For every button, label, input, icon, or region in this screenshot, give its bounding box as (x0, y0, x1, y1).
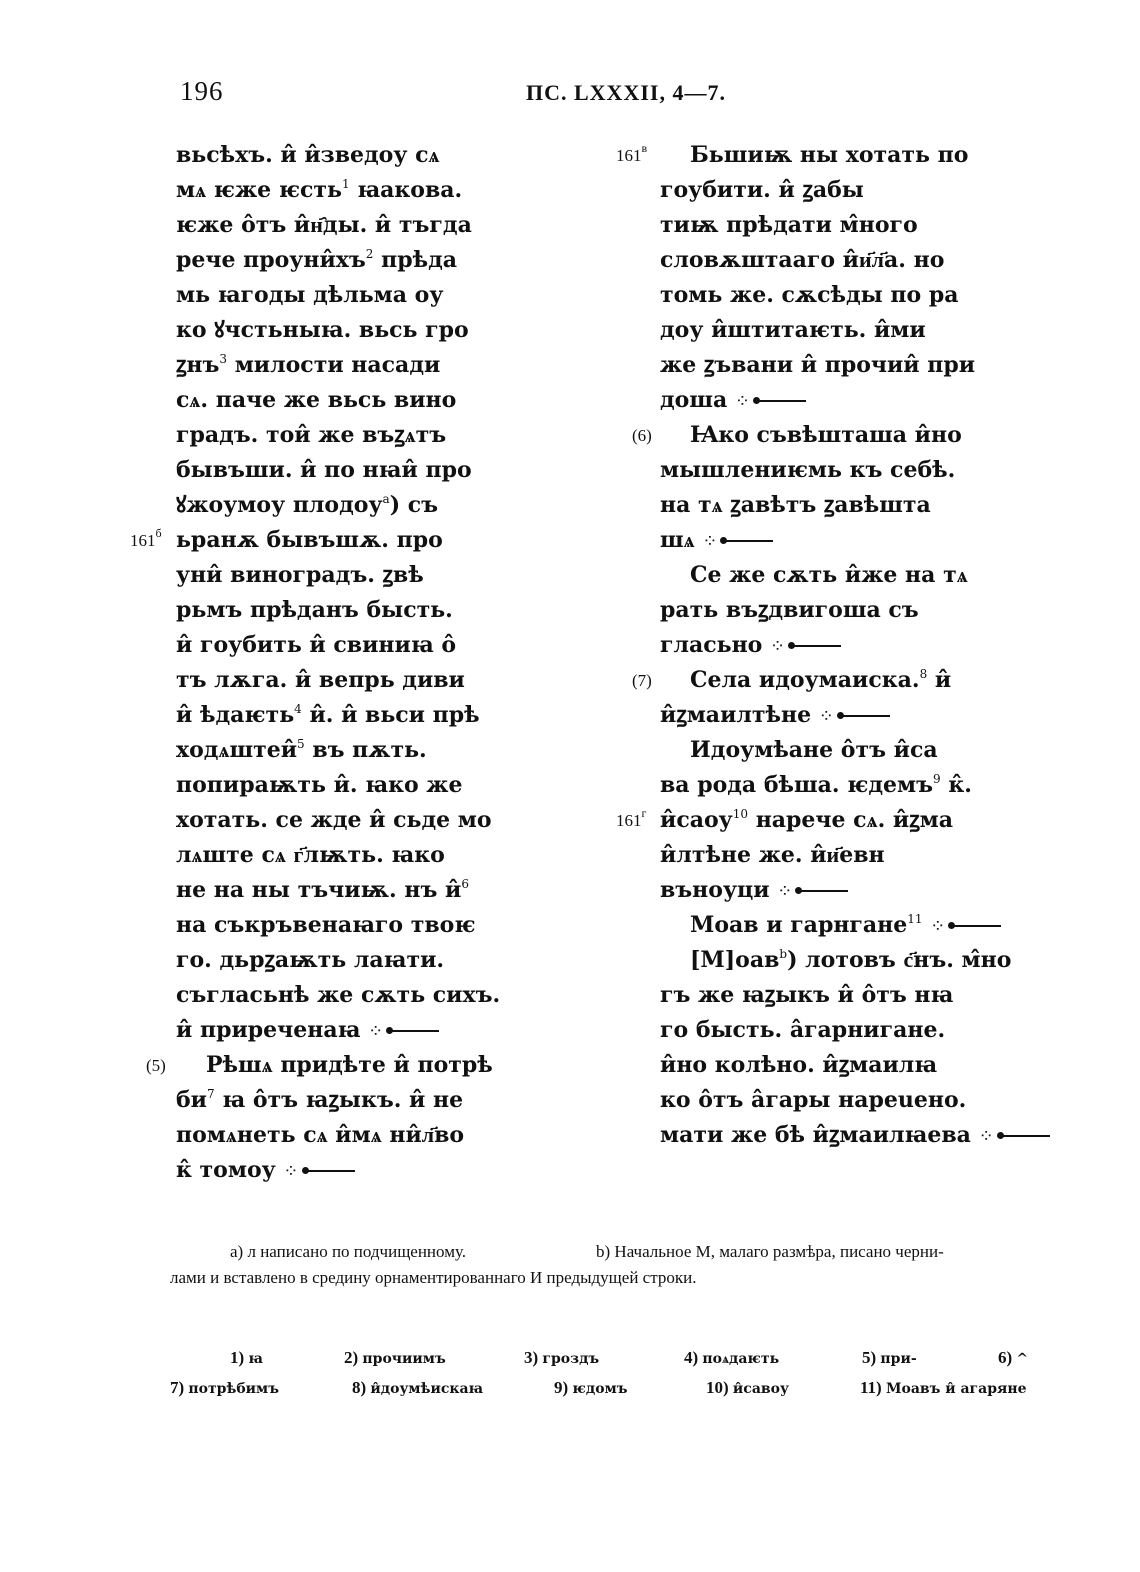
variant-6: 6) ^ (998, 1348, 1029, 1367)
text-line: словѫштааго и̂и҃л҃а. но (660, 247, 945, 273)
text-line: и̂ гоубить и̂ свиниꙗ о̂ (176, 632, 457, 658)
text-line: попираѭть и̂. ꙗко же (176, 772, 463, 798)
variant-9: 9) ѥдомъ (554, 1378, 628, 1397)
text-line: помѧнеть сѧ и̂мѧ ни̂л҃во (176, 1122, 465, 1148)
text-line: тъ лѫга. и̂ вепрь диви (176, 667, 465, 693)
text-line: к̂ томоу ⁘ (176, 1153, 476, 1188)
text-line: на тѧ ꙁавѣтъ ꙁавѣшта (660, 492, 931, 518)
variant-2: 2) прочиимъ (344, 1348, 446, 1367)
right-column (616, 138, 1012, 1153)
running-head: ПС. LXXXII, 4—7. (526, 80, 726, 105)
variant-7: 7) потрѣбимъ (170, 1378, 279, 1397)
text-line: сѧ. паче же вьсь вино (176, 387, 457, 413)
text-line: тиѭ прѣдати м̂ного (660, 212, 918, 238)
footnote-a: a) л написано по подчищенному. (230, 1242, 467, 1261)
text-line: Моав и гарнгане$^{11}$ ⁘ (660, 908, 980, 943)
text-line: и̂но колѣно. и̂ꙁмаилꙗ (660, 1052, 938, 1078)
punct-mark: ⁘ (777, 881, 791, 902)
end-mark (756, 400, 806, 402)
text-line: ва рода бѣша. ѥдемъ$^9$ к̂. (660, 772, 972, 798)
verse-label: (6) (632, 426, 652, 445)
text-line: градъ. тои̂ же въꙁѧтъ (176, 422, 447, 448)
end-mark (305, 1170, 355, 1172)
verse-label: (5) (146, 1056, 166, 1075)
text-line: $161^г$ и̂саоу$^{10}$ нарече сѧ. и̂ꙁма (660, 803, 980, 838)
punct-mark: ⁘ (283, 1161, 297, 1182)
text-line: гъ же ꙗꙁыкъ и̂ о̂тъ нꙗ (660, 982, 954, 1008)
text-line: и̂ꙁмаилтѣне ⁘ (660, 698, 980, 733)
text-line: бывъши. и̂ по нꙗи̂ про (176, 457, 472, 483)
text-line: рече $проуни̂хъ^2$ прѣда (176, 247, 457, 273)
footnote-b-line2: лами и вставлено в средину орнаментированнаго И предыдущей строки. (170, 1268, 697, 1287)
text-line: го бысть. а̂гарнигане. (660, 1017, 946, 1043)
text-line: $161^в$ Бьшиѭ ны хотать по (660, 138, 980, 173)
text-line: съгласьнѣ же сѫть сихъ. (176, 982, 501, 1008)
text-line: вьсѣхъ. и̂ и̂зведоу сѧ (176, 142, 440, 168)
text-line: (6) Ꙗко съвѣшташа и̂но (660, 418, 980, 453)
end-mark (791, 645, 841, 647)
punct-mark: ⁘ (818, 706, 832, 727)
text-line: гласьно ⁘ (660, 628, 980, 663)
text-line: рьмъ прѣданъ бысть. (176, 597, 453, 623)
punct-mark: ⁘ (368, 1021, 382, 1042)
text-line: и̂лтѣне же. и̂и҃евн (660, 842, 885, 868)
footnote-b-line1: b) Начальное М, малаго размѣра, писано черни- (596, 1242, 944, 1261)
end-mark (389, 1030, 439, 1032)
margin-folio-161g: $161^г$ (616, 806, 647, 830)
text-line: и̂ ѣдаѥть$^4$ и̂. и̂ вьси прѣ (176, 702, 480, 728)
text-line: шѧ ⁘ (660, 523, 980, 558)
text-line: $би^7$ ꙗ о̂тъ ꙗꙁыкъ. и̂ не (176, 1087, 464, 1113)
text-line: на съкръвенаꙗго твоѥ (176, 912, 476, 938)
punct-mark: ⁘ (770, 636, 784, 657)
text-line: (7) Села идоумаиска.$^8$ и̂ (660, 663, 980, 698)
text-line: лѧште сѧ г҃лѭть. ꙗко (176, 842, 445, 868)
punct-mark: ⁘ (978, 1126, 992, 1147)
text-line: ѥже о̂тъ и̂н҄ды. и̂ тъгда (176, 212, 472, 238)
text-line: мѧ ѥже ѥсть$^1$ ꙗакова. (176, 177, 463, 203)
text-line: Се же сѫть и̂же на тѧ (690, 562, 968, 588)
text-line: Идоумѣане о̂тъ и̂са (690, 737, 938, 763)
variant-10: 10) и̂савоу (706, 1378, 789, 1397)
left-column (130, 138, 501, 1188)
text-line: гоубити. и̂ ꙁабы (660, 177, 864, 203)
text-line: не на ны тъчиѭ. нъ и̂$^6$ (176, 877, 469, 903)
text-line: доу и̂штитаѥть. и̂ми (660, 317, 926, 343)
variant-8: 8) и̂доумѣискаꙗ (352, 1378, 484, 1397)
margin-folio-161v: $161^в$ (616, 141, 648, 165)
text-line: мышлениѥмь къ себѣ. (660, 457, 956, 483)
text-line: рать въꙁдвигоша съ (660, 597, 919, 623)
text-line: (5) Рѣшѧ придѣте и̂ потрѣ (176, 1048, 476, 1083)
text-line: ꙋжоумоу плодоу$^a$) съ (176, 492, 439, 518)
punct-mark: ⁘ (930, 916, 944, 937)
text-line: ко о̂тъ а̂гары нареueно. (660, 1087, 967, 1113)
text-line: же ꙁъвани и̂ прочии̂ при (660, 352, 976, 378)
end-mark (840, 715, 890, 717)
variant-1: 1) ꙗ (230, 1348, 263, 1367)
text-line: го. дьрꙁаѭть лаꙗти. (176, 947, 445, 973)
variant-5: 5) при- (862, 1348, 917, 1367)
verse-label: (7) (632, 671, 652, 690)
text-line: хотать. се жде и̂ сьде мо (176, 807, 492, 833)
text-line: и̂ прирeченаꙗ ⁘ (176, 1013, 476, 1048)
end-mark (723, 540, 773, 542)
text-line: доша ⁘ (660, 383, 980, 418)
variant-4: 4) поѧдаѥть (684, 1348, 780, 1367)
margin-folio-161b: $161^б$ (130, 526, 162, 550)
end-mark (1000, 1135, 1050, 1137)
text-line: ꙁнъ$^3$ милости насади (176, 352, 441, 378)
text-line: вънoуци ⁘ (660, 873, 980, 908)
text-line: томь же. сѫсѣды по ра (660, 282, 959, 308)
text-line: ходѧштеи̂$^5$ въ пѫть. (176, 737, 427, 763)
text-line: уни̂ виноградъ. ꙁвѣ (176, 562, 424, 588)
end-mark (951, 925, 1001, 927)
end-mark (798, 890, 848, 892)
text-line: $161^б$ ьранѫ бывъшѫ. про (176, 523, 476, 558)
text-line: мати же бѣ и̂ꙁмаилꙗева ⁘ (660, 1118, 980, 1153)
text-line: [М]оав$^b$) лотовъ с҃нъ. м̂но (690, 947, 1012, 973)
punct-mark: ⁘ (702, 531, 716, 552)
punct-mark: ⁘ (734, 391, 749, 412)
page-number: 196 (180, 76, 224, 106)
text-line: мь ꙗгоды дѣльма оу (176, 282, 444, 308)
variant-3: 3) гроздъ (524, 1348, 600, 1367)
text-line: ко ꙋчстьныꙗ. вьсь гро (176, 317, 469, 343)
variant-11: 11) Моавъ и̂ агаряне (860, 1378, 1027, 1397)
